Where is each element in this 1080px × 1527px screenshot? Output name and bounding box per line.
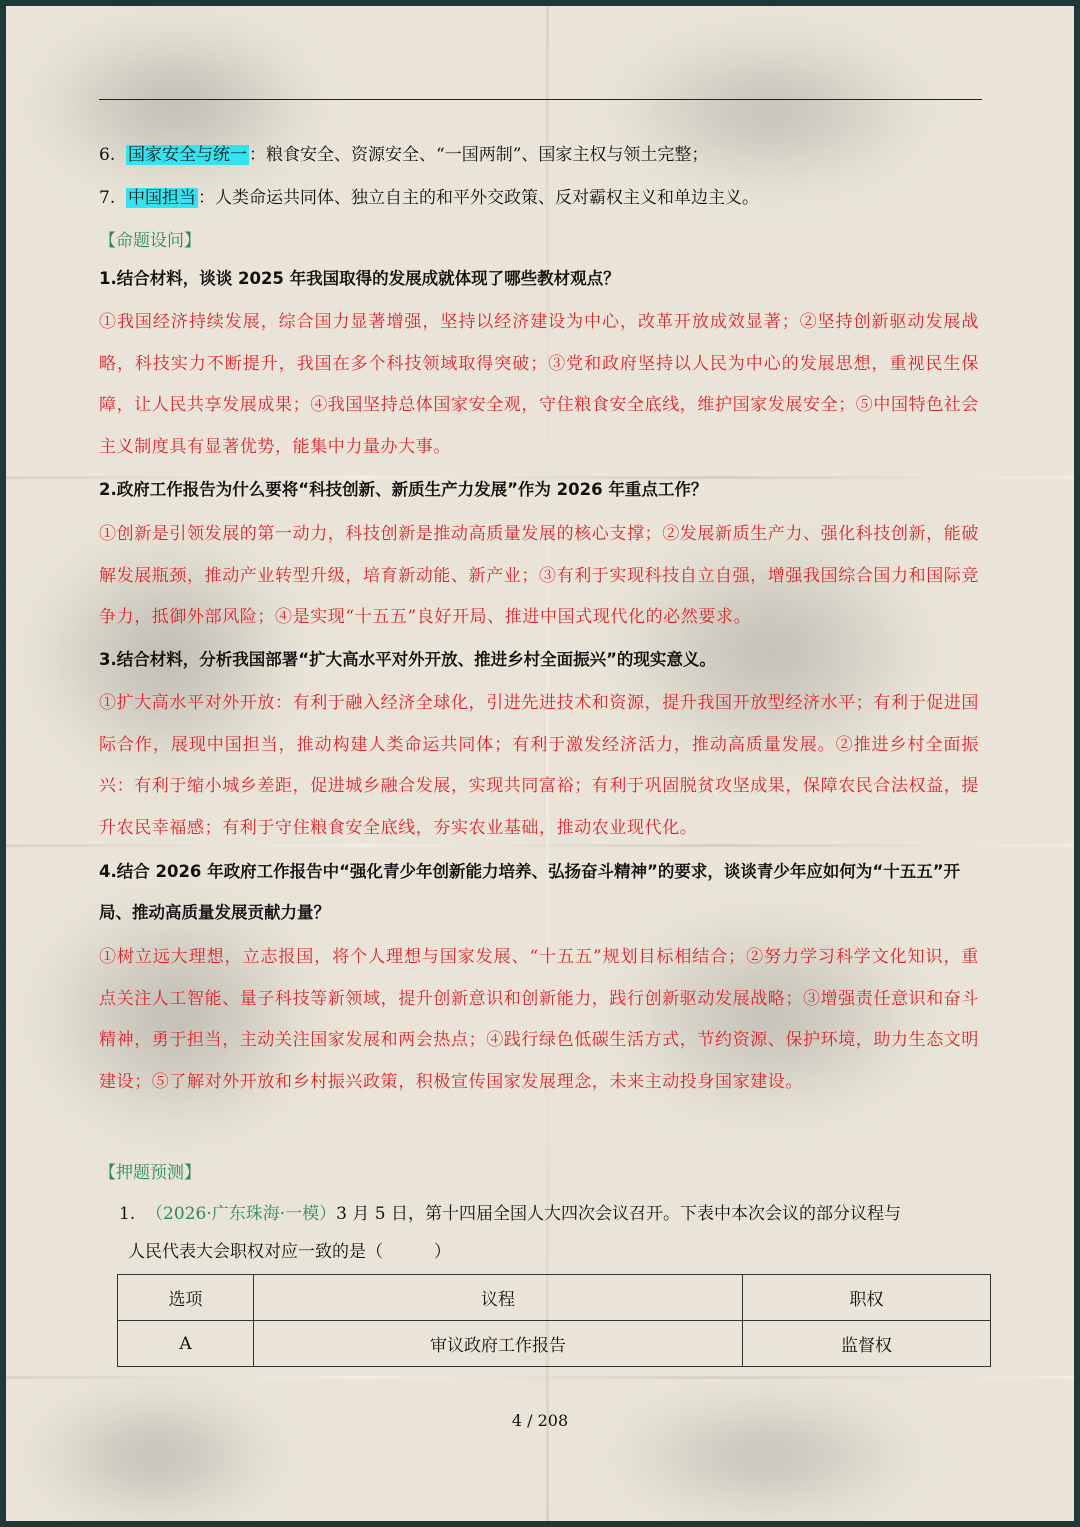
table-cell: 监督权 (743, 1321, 991, 1367)
item-text: ：粮食安全、资源安全、“一国两制”、国家主权与领土完整； (249, 145, 709, 165)
item-text: ：人类命运共同体、独立自主的和平外交政策、反对霸权主义和单边主义。 (198, 188, 760, 208)
question-1: 1.结合材料，谈谈 2025 年我国取得的发展成就体现了哪些教材观点？ (99, 269, 620, 288)
highlighted-keyword: 中国担当 (128, 188, 197, 208)
item-number: 7. (99, 188, 116, 208)
table-header-cell: 职权 (743, 1275, 991, 1321)
answer-2: ①创新是引领发展的第一动力，科技创新是推动高质量发展的核心支撑；②发展新质生产力、强化科技创新，能破解发展瓶颈，推动产业转型升级，培育新动能、新产业；③有利于实现科技自立自强，增强我国综合国力和国际竞争力，抵御外部风险；④是实现“十五五”良好开局、推进中国式现代化的必然要求。 (99, 524, 979, 628)
page-number: 4 / 208 (511, 1411, 569, 1430)
question-4: 4.结合 2026 年政府工作报告中“强化青少年创新能力培养、弘扬奋斗精神”的要求，谈谈青少年应如何为“十五五”开局、推动高质量发展贡献力量？ (99, 862, 961, 922)
table-header-row (118, 1275, 991, 1321)
prediction-question-line2: 人民代表大会职权对应一致的是（ ） (128, 1242, 451, 1262)
question-2: 2.政府工作报告为什么要将“科技创新、新质生产力发展”作为 2026 年重点工作？ (99, 480, 708, 499)
highlighted-keyword: 国家安全与统一 (128, 145, 248, 165)
table-cell: A (118, 1321, 254, 1367)
table-header-cell: 议程 (254, 1275, 743, 1321)
question-3: 3.结合材料，分析我国部署“扩大高水平对外开放、推进乡村全面振兴”的现实意义。 (99, 650, 716, 669)
item-number: 6. (99, 145, 116, 165)
section-heading-questions: 【命题设问】 (99, 231, 201, 251)
table-header-cell: 选项 (118, 1275, 254, 1321)
question-number: 1. (119, 1204, 136, 1224)
prediction-question-line1 (119, 1199, 901, 1224)
answer-3: ①扩大高水平对外开放：有利于融入经济全球化，引进先进技术和资源，提升我国开放型经济水平；有利于促进国际合作，展现中国担当，推动构建人类命运共同体；有利于激发经济活力，推动高质量发展。②推进乡村全面振兴：有利于缩小城乡差距，促进城乡融合发展，实现共同富裕；有利于巩固脱贫攻坚成果，保障农民合法权益，提升农民幸福感；有利于守住粮食安全底线，夯实农业基础，推动农业现代化。 (99, 693, 979, 838)
item-7 (99, 183, 759, 208)
document-content (6, 6, 1074, 1521)
table-cell: 审议政府工作报告 (254, 1321, 743, 1367)
header-rule (99, 99, 982, 100)
page (6, 6, 1074, 1521)
table-row (118, 1321, 991, 1367)
question-stem: 3 月 5 日，第十四届全国人大四次会议召开。下表中本次会议的部分议程与 (336, 1204, 901, 1224)
options-table (117, 1274, 991, 1367)
answer-4: ①树立远大理想，立志报国，将个人理想与国家发展、“十五五”规划目标相结合；②努力学习科学文化知识，重点关注人工智能、量子科技等新领域，提升创新意识和创新能力，践行创新驱动发展战略；③增强责任意识和奋斗精神，勇于担当，主动关注国家发展和两会热点；④践行绿色低碳生活方式，节约资源、保护环境，助力生态文明建设；⑤了解对外开放和乡村振兴政策，积极宣传国家发展理念，未来主动投身国家建设。 (99, 947, 979, 1092)
question-source: （2026·广东珠海·一模） (146, 1204, 337, 1224)
answer-1: ①我国经济持续发展，综合国力显著增强，坚持以经济建设为中心，改革开放成效显著；②坚持创新驱动发展战略，科技实力不断提升，我国在多个科技领域取得突破；③党和政府坚持以人民为中心的发展思想，重视民生保障，让人民共享发展成果；④我国坚持总体国家安全观，守住粮食安全底线，维护国家发展安全；⑤中国特色社会主义制度具有显著优势，能集中力量办大事。 (99, 312, 979, 457)
section-heading-prediction: 【押题预测】 (99, 1163, 201, 1183)
item-6 (99, 140, 708, 165)
